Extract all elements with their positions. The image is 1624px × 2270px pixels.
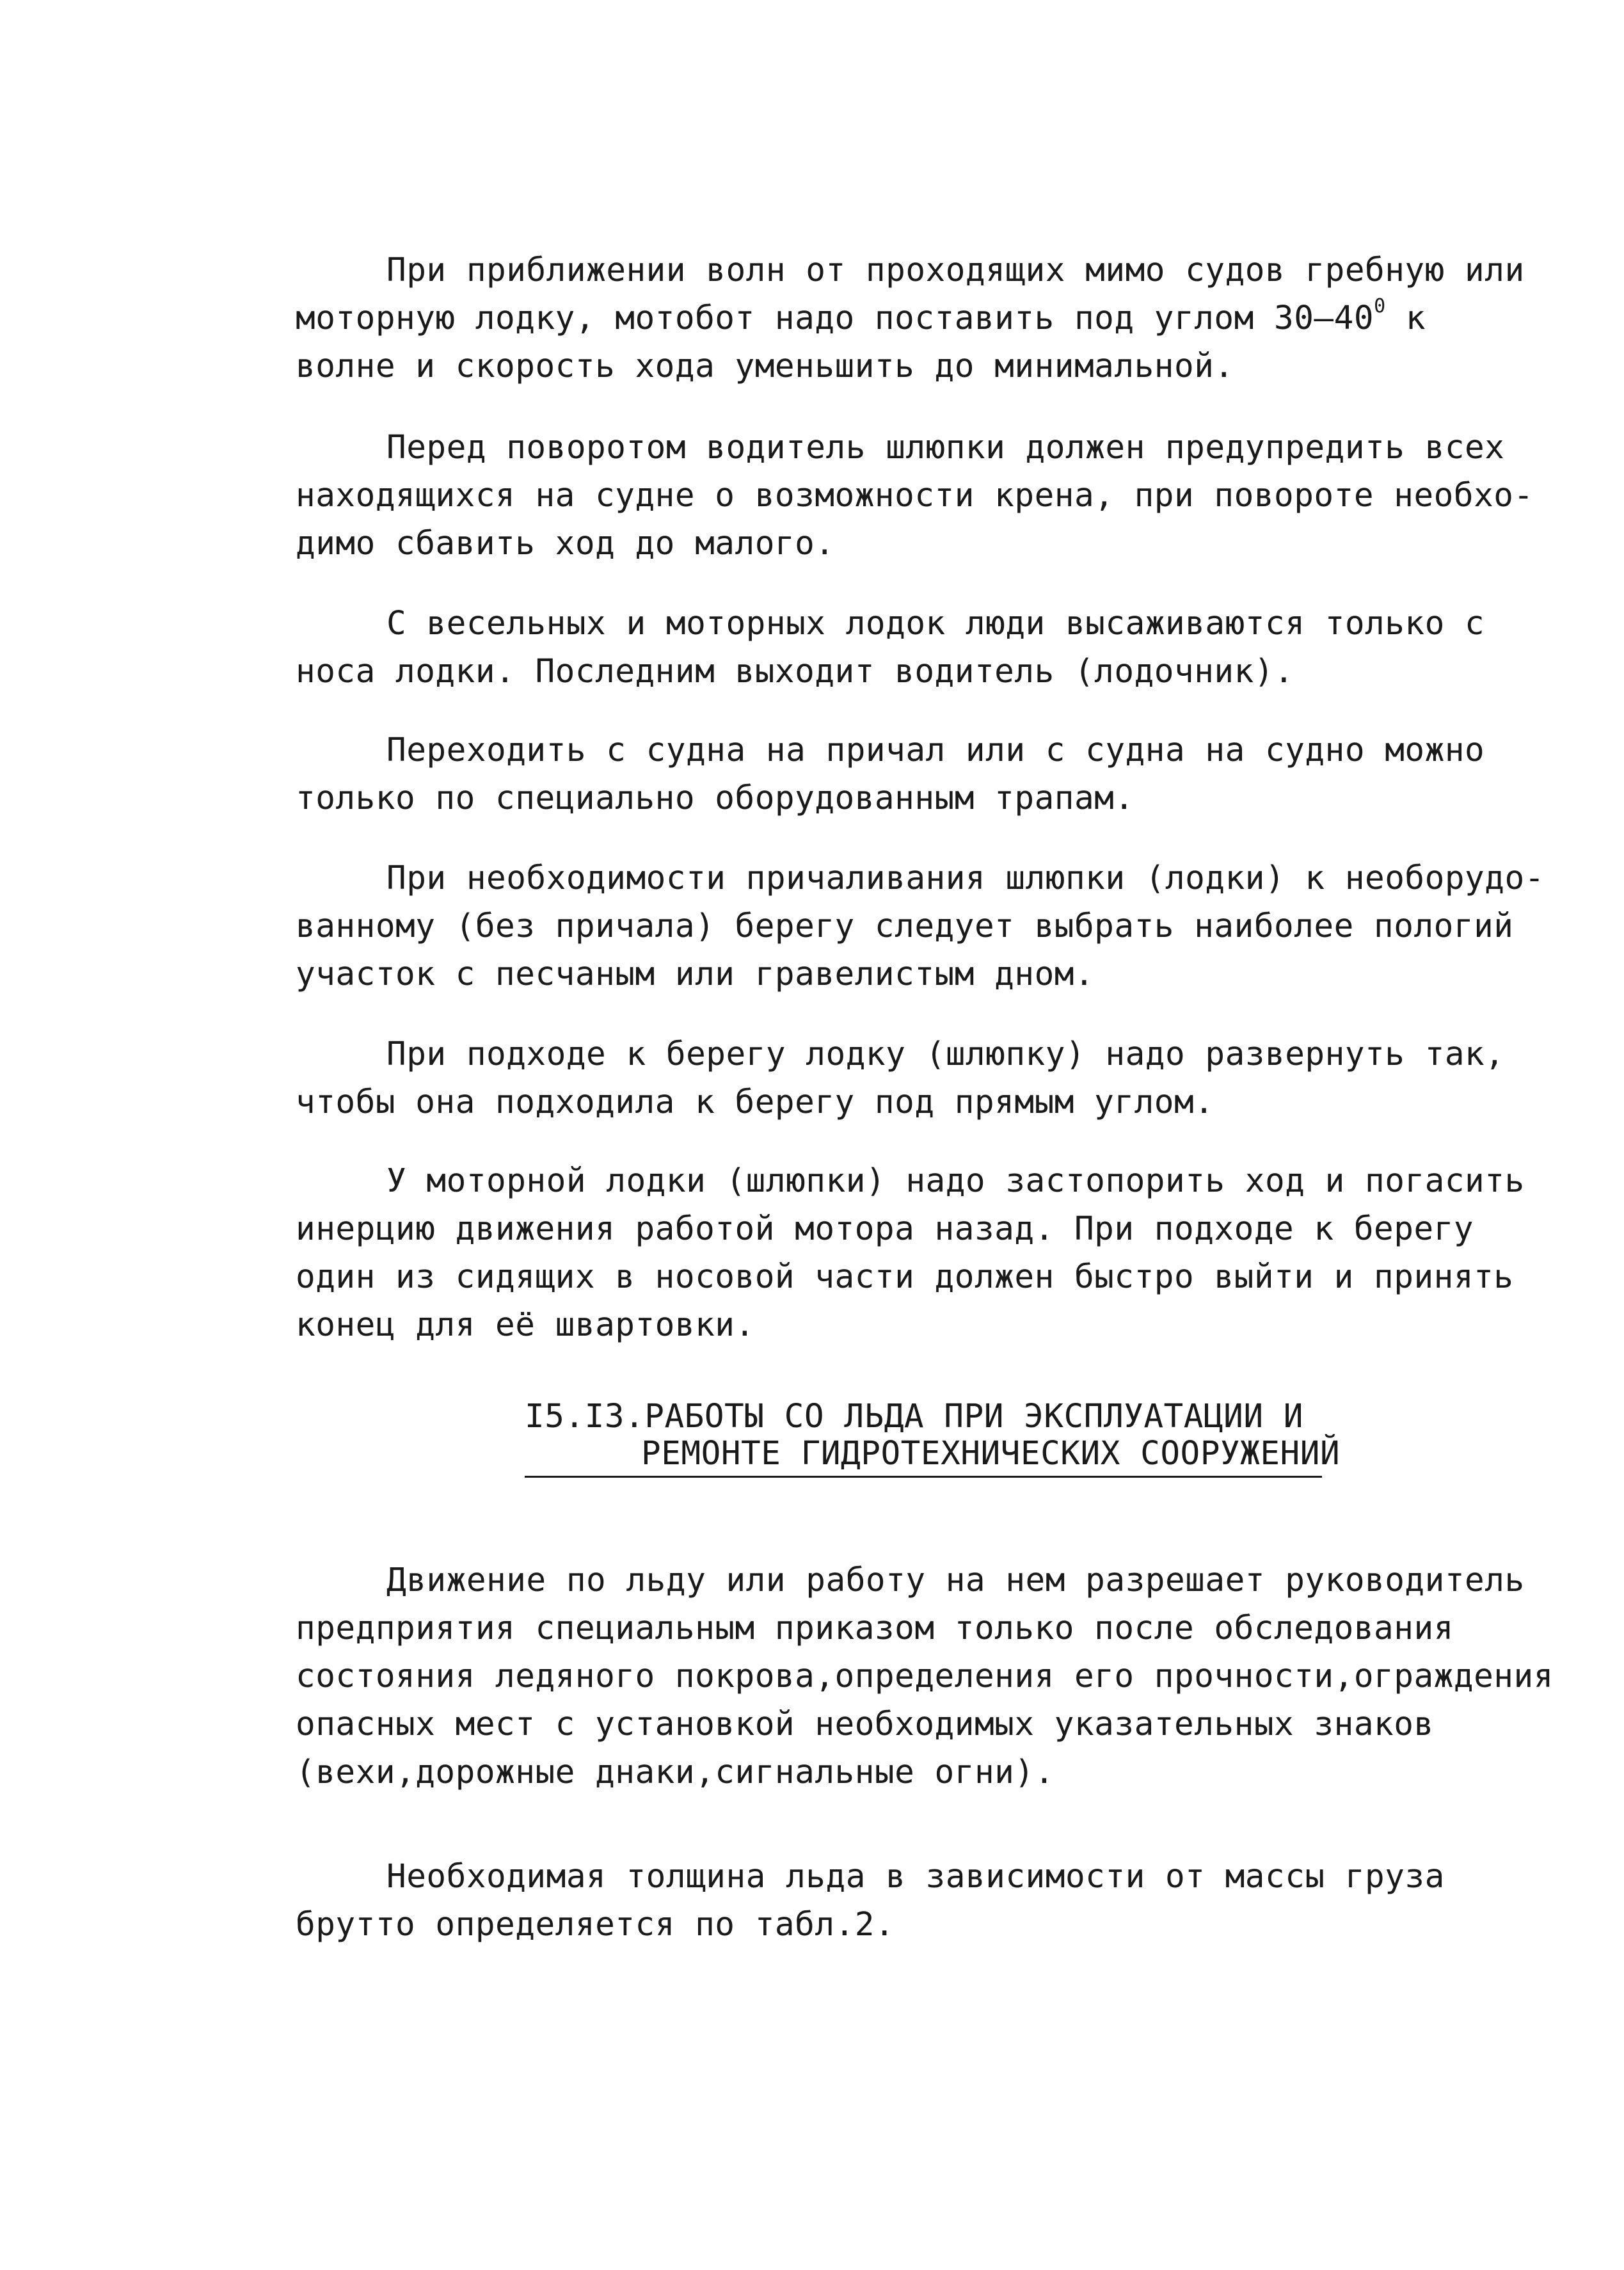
- paragraph-5-line-1: При необходимости причаливания шлюпки (лодки) к необорудо-: [386, 859, 1545, 897]
- paragraph-1-line-2-tail: к: [1385, 300, 1426, 337]
- paragraph-6-line-2: чтобы она подходила к берегу под прямым углом.: [296, 1083, 1214, 1121]
- section-heading-line-1: [525, 1398, 1340, 1435]
- section-heading: [525, 1398, 1340, 1473]
- paragraph-7-line-4: конец для её швартовки.: [296, 1306, 755, 1344]
- section-paragraph-1-line-2: предприятия специальным приказом только после обследования: [296, 1610, 1454, 1647]
- section-paragraph-2-line-2: брутто определяется по табл.2.: [296, 1906, 895, 1944]
- paragraph-5-line-3: участок с песчаным или гравелистым дном.: [296, 955, 1095, 993]
- paragraph-5-line-2: ванному (без причала) берегу следует выбрать наиболее пологий: [296, 907, 1514, 945]
- section-title-part-1: РАБОТЫ СО ЛЬДА ПРИ ЭКСПЛУАТАЦИИ И: [644, 1398, 1303, 1435]
- paragraph-4-line-1: Переходить с судна на причал или с судна на судно можно: [386, 731, 1485, 769]
- paragraph-2-line-3: димо сбавить ход до малого.: [296, 525, 835, 563]
- paragraph-7-line-1: У моторной лодки (шлюпки) надо застопорить ход и погасить: [386, 1162, 1525, 1200]
- paragraph-2-line-1: Перед поворотом водитель шлюпки должен предупредить всех: [386, 429, 1505, 467]
- paragraph-7-line-2: инерцию движения работой мотора назад. При подходе к берегу: [296, 1210, 1474, 1248]
- paragraph-6-line-1: При подходе к берегу лодку (шлюпку) надо развернуть так,: [386, 1035, 1505, 1073]
- heading-underline: [525, 1476, 1322, 1478]
- section-paragraph-2-line-1: Необходимая толщина льда в зависимости от массы груза: [386, 1858, 1445, 1896]
- section-title-part-2: РЕМОНТЕ ГИДРОТЕХНИЧЕСКИХ СООРУЖЕНИЙ: [641, 1435, 1341, 1473]
- section-paragraph-1-line-5: (вехи,дорожные днаки,сигнальные огни).: [296, 1754, 1055, 1791]
- degree-superscript: 0: [1374, 295, 1386, 317]
- paragraph-1-line-2-text: моторную лодку, мотобот надо поставить под углом 30–40: [296, 300, 1374, 337]
- section-paragraph-1-line-4: опасных мест с установкой необходимых указательных знаков: [296, 1706, 1434, 1743]
- section-paragraph-1-line-1: Движение по льду или работу на нем разрешает руководитель: [386, 1562, 1525, 1599]
- paragraph-3-line-1: С весельных и моторных лодок люди высаживаются только с: [386, 605, 1485, 643]
- section-paragraph-1-line-3: состояния ледяного покрова,определения его прочности,ограждения: [296, 1658, 1554, 1695]
- paragraph-7-line-3: один из сидящих в носовой части должен быстро выйти и принять: [296, 1258, 1514, 1296]
- paragraph-1-line-2: [296, 294, 1426, 342]
- paragraph-3-line-2: носа лодки. Последним выходит водитель (лодочник).: [296, 653, 1294, 691]
- paragraph-1-line-1: При приближении волн от проходящих мимо судов гребную или: [386, 252, 1525, 289]
- section-number: I5.I3.: [525, 1398, 645, 1435]
- paragraph-2-line-2: находящихся на судне о возможности крена, при повороте необхо-: [296, 477, 1534, 515]
- paragraph-1-line-3: волне и скорость хода уменьшить до минимальной.: [296, 348, 1234, 385]
- paragraph-4-line-2: только по специально оборудованным трапам.: [296, 779, 1134, 817]
